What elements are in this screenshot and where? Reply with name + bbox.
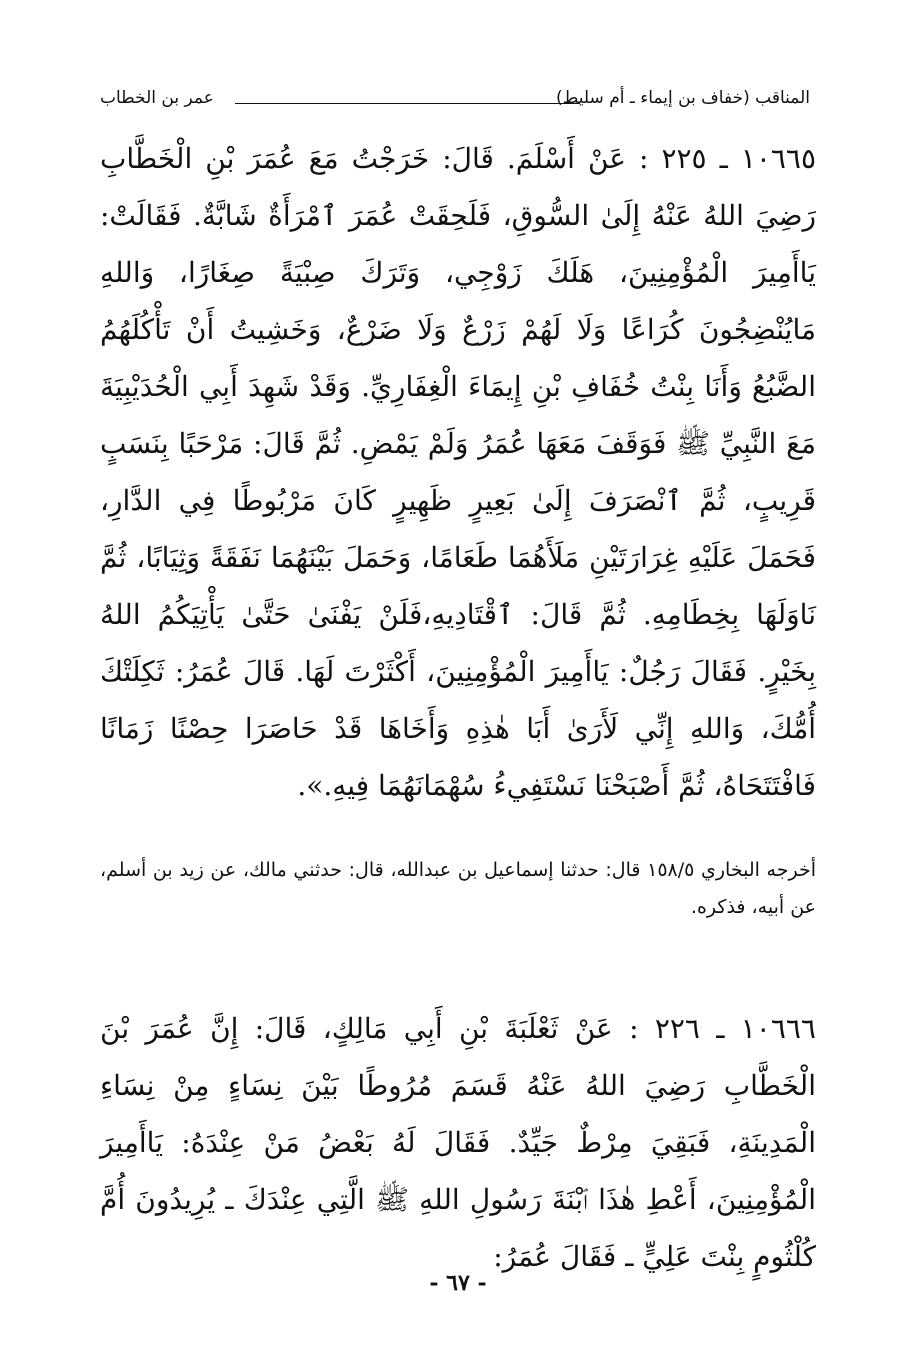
footnote-takhrij: أخرجه البخاري ١٥٨/٥ قال: حدثنا إسماعيل بن عبدالله، قال: حدثني مالك، عن زيد بن أسلم، عن أبيه، فذكره. (100, 859, 817, 918)
hadith-number: ١٠٦٦٥ ـ ٢٢٥ : (639, 142, 817, 175)
header-person-name: عمر بن الخطاب (100, 88, 214, 108)
hadith-text: عَنْ أَسْلَمَ. قَالَ: خَرَجْتُ مَعَ عُمَرَ بْنِ الْخَطَّابِ رَضِيَ اللهُ عَنْهُ إِلَىٰ السُّوقِ، فَلَحِقَتْ عُمَرَ ٱمْرَأَةٌ شَابَّةٌ. فَقَالَتْ: يَاأَمِيرَ الْمُؤْمِنِينَ، هَلَكَ زَوْجِي، وَتَرَكَ صِبْيَةً صِغَارًا، وَاللهِ مَايُنْضِجُونَ كُرَاعًا وَلَا لَهُمْ زَرْعٌ وَلَا ضَرْعٌ، وَخَشِيتُ أَنْ تَأْكُلَهُمُ الضَّبُعُ وَأَنَا بِنْتُ خُفَافِ بْنِ إِيمَاءَ الْغِفَارِيِّ. وَقَدْ شَهِدَ أَبِي الْحُدَيْبِيَةَ مَعَ النَّبِيِّ ﷺ فَوَقَفَ مَعَهَا عُمَرُ وَلَمْ يَمْضِ. ثُمَّ قَالَ: مَرْحَبًا بِنَسَبٍ قَرِيبٍ، ثُمَّ ٱنْصَرَفَ إِلَىٰ بَعِيرٍ ظَهِيرٍ كَانَ مَرْبُوطًا فِي الدَّارِ، فَحَمَلَ عَلَيْهِ غِرَارَتَيْنِ مَلَأَهُمَا طَعَامًا، وَحَمَلَ بَيْنَهُمَا نَفَقَةً وَثِيَابًا، ثُمَّ نَاوَلَهَا بِخِطَامِهِ. ثُمَّ قَالَ: ٱقْتَادِيهِ،فَلَنْ يَفْنَىٰ حَتَّىٰ يَأْتِيَكُمُ اللهُ بِخَيْرٍ. فَقَالَ رَجُلٌ: يَاأَمِيرَ الْمُؤْمِنِينَ، أَكْثَرْتَ لَهَا. قَالَ عُمَرُ: ثَكِلَتْكَ أُمُّكَ، وَاللهِ إِنِّي لَأَرَىٰ أَبَا هٰذِهِ وَأَخَاهَا قَدْ حَاصَرَا حِصْنًا زَمَانًا فَافْتَتَحَاهُ، ثُمَّ أَصْبَحْنَا نَسْتَفِيءُ سُهْمَانَهُمَا فِيهِ.». (100, 142, 816, 802)
hadith-10665 (100, 130, 816, 814)
hadith-text: عَنْ ثَعْلَبَةَ بْنِ أَبِي مَالِكٍ، قَالَ: إِنَّ عُمَرَ بْنَ الْخَطَّابِ رَضِيَ اللهُ عَنْهُ قَسَمَ مُرُوطًا بَيْنَ نِسَاءٍ مِنْ نِسَاءِ الْمَدِينَةِ، فَبَقِيَ مِرْطٌ جَيِّدٌ. فَقَالَ لَهُ بَعْضُ مَنْ عِنْدَهُ: يَاأَمِيرَ الْمُؤْمِنِينَ، أَعْطِ هٰذَا ٱبْنَةَ رَسُولِ اللهِ ﷺ الَّتِي عِنْدَكَ ـ يُرِيدُونَ أُمَّ كُلْثُومٍ بِنْتَ عَلِيٍّ ـ فَقَالَ عُمَرُ: (100, 1012, 816, 1273)
header-rule (235, 103, 580, 104)
hadith-number: ١٠٦٦٦ ـ ٢٢٦ : (629, 1012, 816, 1045)
running-header (100, 88, 810, 114)
page-number: - ٦٧ - (429, 1270, 487, 1296)
hadith-10666 (100, 1000, 816, 1285)
header-section-title: المناقب (خفاف بن إيماء ـ أم سليط) (556, 88, 810, 108)
